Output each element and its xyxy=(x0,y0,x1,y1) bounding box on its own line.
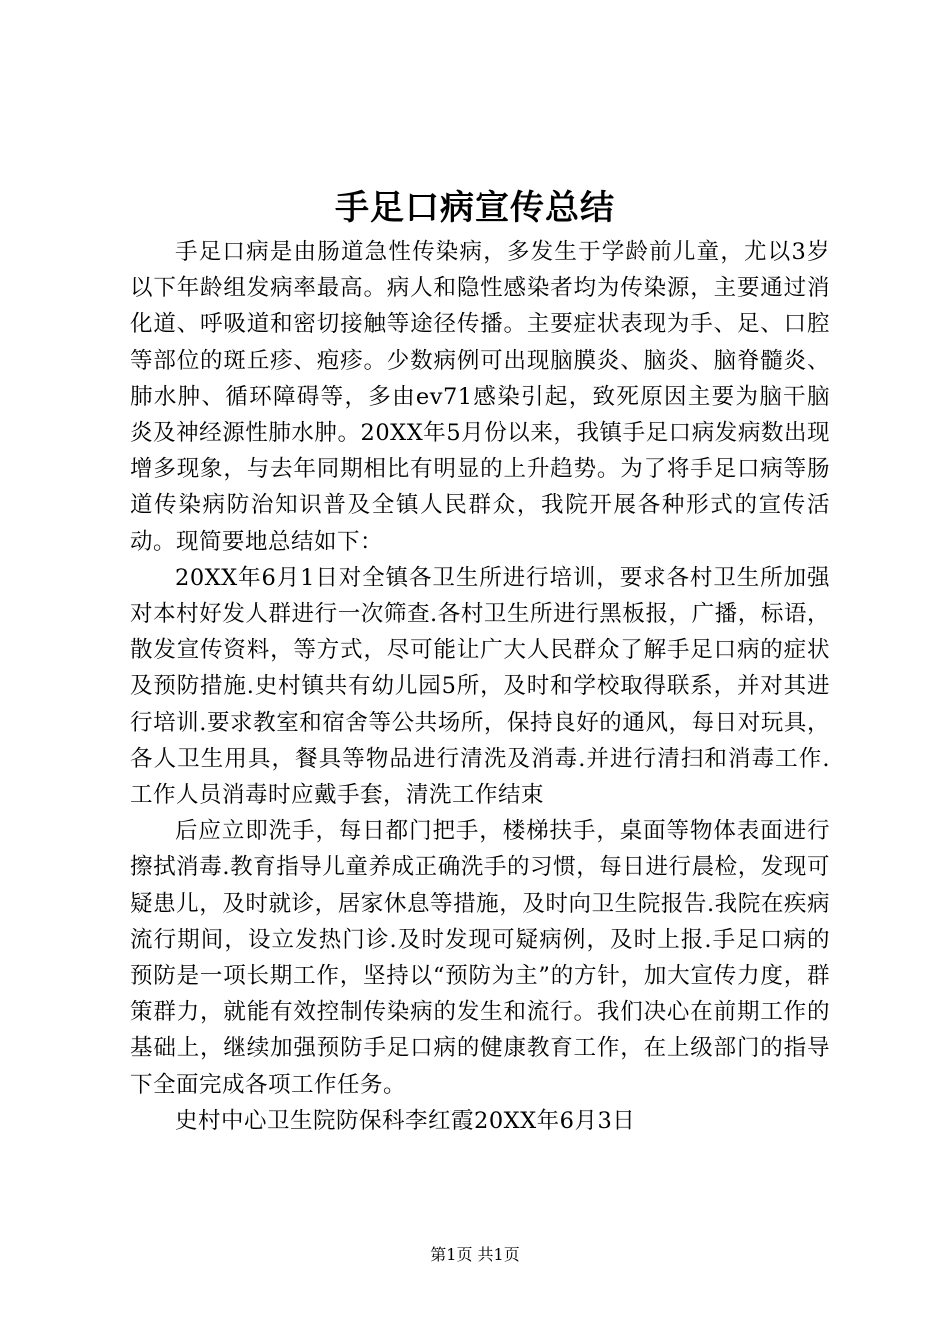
paragraph-intro: 手足口病是由肠道急性传染病，多发生于学龄前儿童，尤以3岁以下年龄组发病率最高。病人和隐性感染者均为传染源，主要通过消化道、呼吸道和密切接触等途径传播。主要症状表现为手、足、口腔等部位的斑丘疹、疱疹。少数病例可出现脑膜炎、脑炎、脑脊髓炎、肺水肿、循环障碍等，多由ev71感染引起，致死原因主要为脑干脑炎及神经源性肺水肿。20XX年5月份以来，我镇手足口病发病数出现增多现象，与去年同期相比有明显的上升趋势。为了将手足口病等肠道传染病防治知识普及全镇人民群众，我院开展各种形式的宣传活动。现简要地总结如下： xyxy=(130,239,830,555)
page-footer: 第1页 共1页 xyxy=(430,1245,520,1264)
document-title: 手足口病宣传总结 xyxy=(335,188,615,228)
paragraph-prevention: 后应立即洗手，每日都门把手，楼梯扶手，桌面等物体表面进行擦拭消毒.教育指导儿童养成正确洗手的习惯，每日进行晨检，发现可疑患儿，及时就诊，居家休息等措施，及时向卫生院报告.我院在疾病流行期间，设立发热门诊.及时发现可疑病例，及时上报.手足口病的预防是一项长期工作，坚持以“预防为主”的方针，加大宣传力度，群策群力，就能有效控制传染病的发生和流行。我们决心在前期工作的基础上，继续加强预防手足口病的健康教育工作，在上级部门的指导下全面完成各项工作任务。 xyxy=(130,818,830,1098)
document-body xyxy=(130,234,830,1139)
paragraph-training: 20XX年6月1日对全镇各卫生所进行培训，要求各村卫生所加强对本村好发人群进行一次筛查.各村卫生所进行黑板报，广播，标语，散发宣传资料，等方式，尽可能让广大人民群众了解手足口病的症状及预防措施.史村镇共有幼儿园5所，及时和学校取得联系，并对其进行培训.要求教室和宿舍等公共场所，保持良好的通风，每日对玩具，各人卫生用具，餐具等物品进行清洗及消毒.并进行清扫和消毒工作.工作人员消毒时应戴手套，清洗工作结束 xyxy=(130,564,830,809)
paragraph-signature: 史村中心卫生院防保科李红霞20XX年6月3日 xyxy=(175,1107,636,1134)
